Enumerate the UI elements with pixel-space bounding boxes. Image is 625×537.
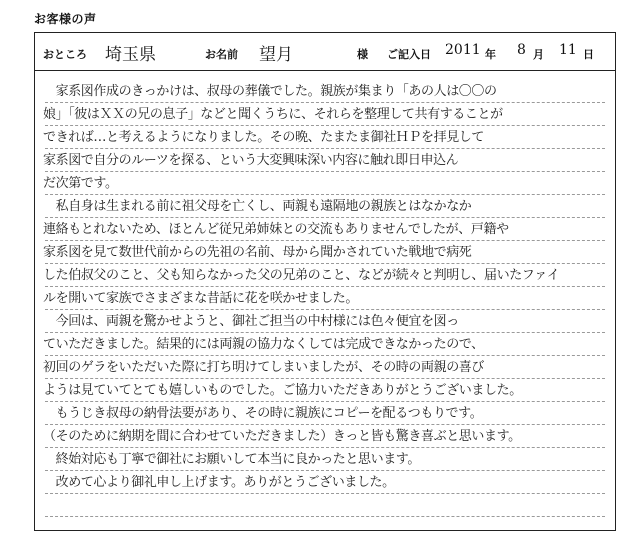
handwritten-line: 連絡もとれないため、ほとんど従兄弟姉妹との交流もありませんでしたが、戸籍や bbox=[43, 222, 509, 237]
handwritten-line: 家系図作成のきっかけは、叔母の葬儀でした。親族が集まり「あの人は〇〇の bbox=[43, 84, 497, 99]
name-label: お名前 bbox=[205, 48, 238, 61]
day-unit: 日 bbox=[583, 48, 594, 61]
handwritten-line: 娘」「彼はＸＸの兄の息子」などと聞くうちに、それらを整理して共有することが bbox=[43, 107, 503, 122]
handwritten-line: 家系図で自分のルーツを探る、という大変興味深い内容に触れ即日申込ん bbox=[43, 153, 459, 168]
address-label: おところ bbox=[43, 48, 87, 61]
handwritten-line: ていただきました。結果的には両親の協力なくしては完成できなかったので、 bbox=[43, 337, 484, 352]
handwritten-line: ルを開いて家族でさまざまな昔話に花を咲かせました。 bbox=[43, 291, 359, 306]
handwritten-line: 今回は、両親を驚かせようと、御社ご担当の中村様には色々便宜を図っ bbox=[43, 314, 459, 329]
handwritten-line: 初回のゲラをいただいた際に打ち明けてしまいましたが、その時の両親の喜び bbox=[43, 360, 485, 375]
handwritten-line: もうじき叔母の納骨法要があり、その時に親族にコピーを配るつもりです。 bbox=[43, 406, 483, 421]
handwritten-line: だ次第です。 bbox=[43, 176, 118, 191]
address-value: 埼玉県 bbox=[105, 45, 156, 65]
handwritten-line: 私自身は生まれる前に祖父母を亡くし、両親も遠隔地の親族とはなかなか bbox=[43, 199, 472, 214]
testimonial-body bbox=[35, 71, 615, 530]
testimonial-sheet bbox=[34, 6, 618, 533]
testimonial-form bbox=[34, 32, 616, 531]
day-value: 11 bbox=[559, 42, 577, 58]
month-value: 8 bbox=[517, 42, 526, 58]
form-header-row bbox=[35, 33, 615, 71]
handwritten-line: 改めて心より御礼申し上げます。ありがとうございました。 bbox=[43, 475, 395, 490]
handwritten-line: ようは見ていてとても嬉しいものでした。ご協力いただきありがとうございました。 bbox=[43, 383, 522, 398]
ruled-line bbox=[45, 516, 605, 517]
year-value: 2011 bbox=[445, 42, 481, 58]
handwritten-line: （そのために納期を間に合わせていただきました）きっと皆も驚き喜ぶと思います。 bbox=[43, 429, 521, 444]
handwritten-line: 終始対応も丁寧で御社にお願いして本当に良かったと思います。 bbox=[43, 452, 420, 467]
handwritten-line: 家系図を見て数世代前からの先祖の名前、母から聞かされていた戦地で病死 bbox=[43, 245, 472, 260]
handwritten-line: した伯叔父のこと、父も知らなかった父の兄弟のこと、などが続々と判明し、届いたファイ bbox=[43, 268, 560, 283]
handwritten-line: できれば…と考えるようになりました。その晩、たまたま御社ＨＰを拝見して bbox=[43, 130, 485, 145]
year-unit: 年 bbox=[485, 48, 496, 61]
honorific-label: 様 bbox=[357, 48, 368, 61]
page-title: お客様の声 bbox=[34, 12, 97, 26]
month-unit: 月 bbox=[533, 48, 544, 61]
date-label: ご記入日 bbox=[387, 48, 431, 61]
name-value: 望月 bbox=[259, 45, 293, 65]
